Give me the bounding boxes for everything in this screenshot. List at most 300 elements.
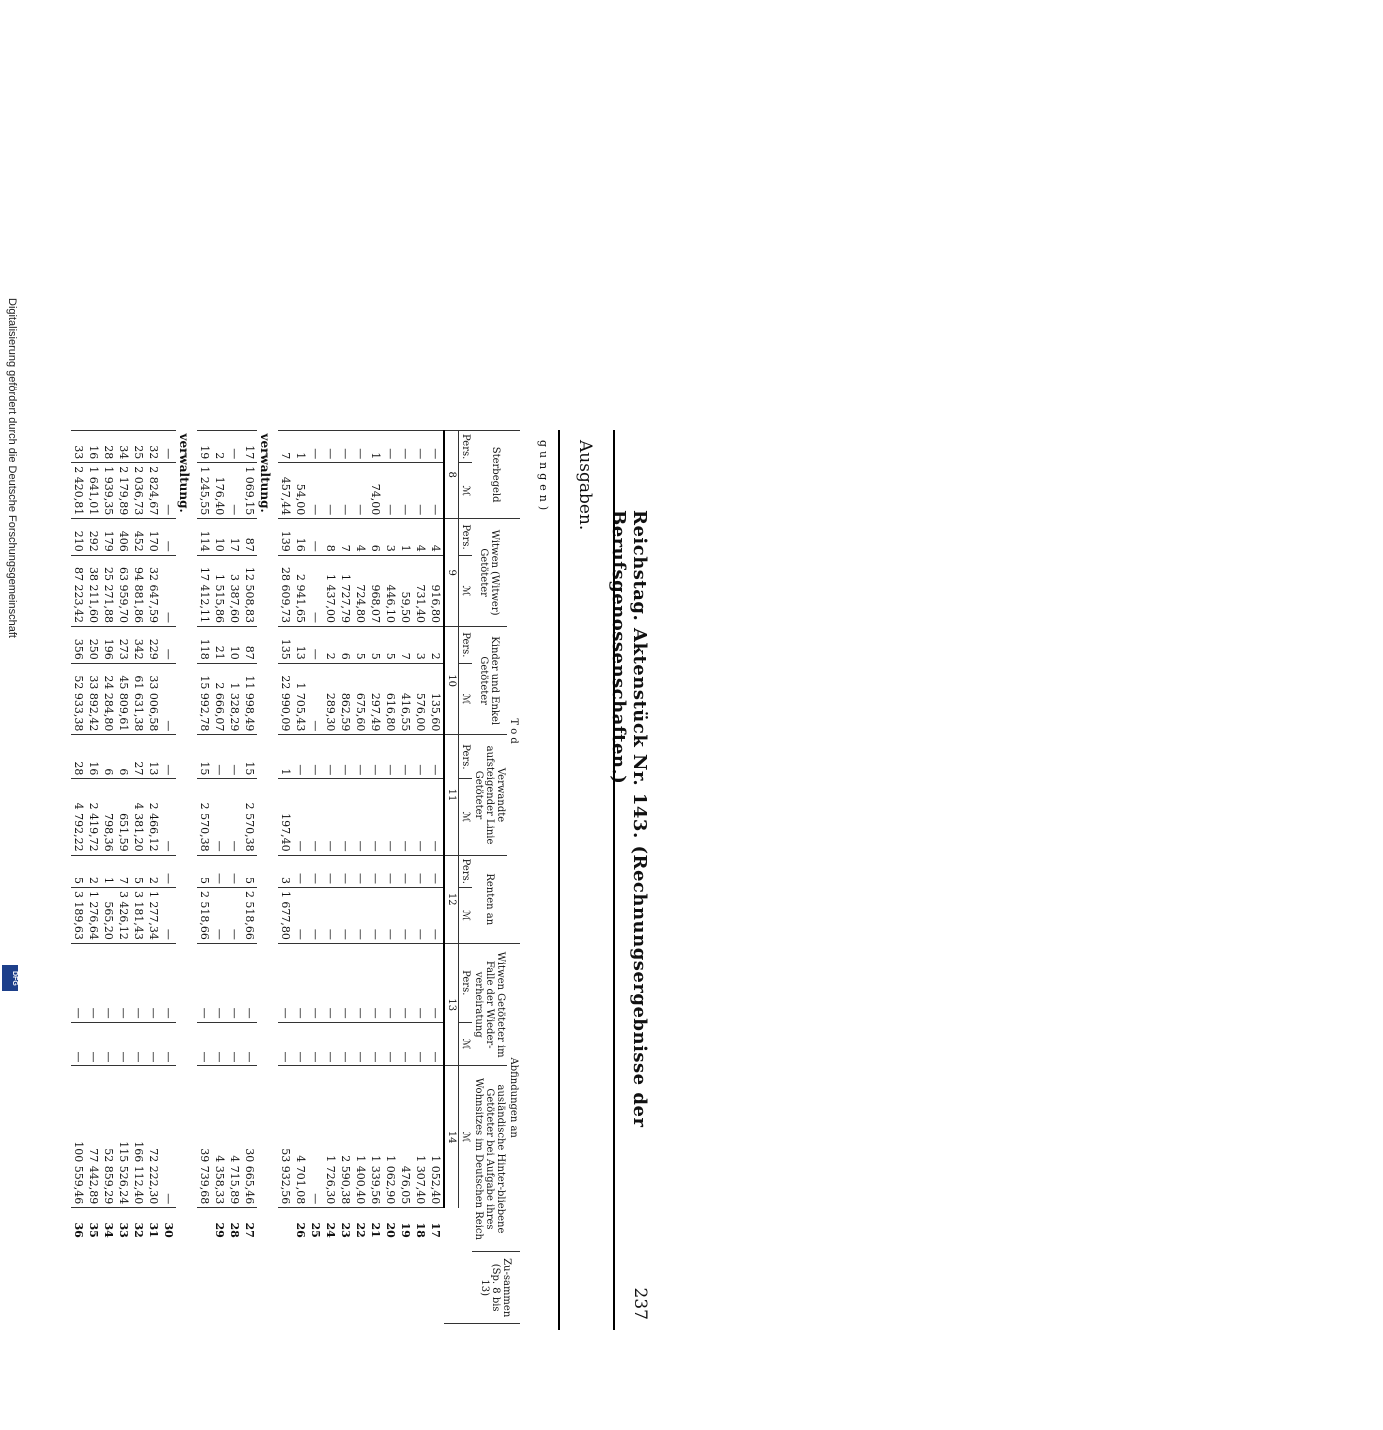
- cell-c9p: 17: [227, 519, 242, 556]
- row-number: 27: [242, 1208, 257, 1252]
- cell-c9m: —: [161, 555, 176, 626]
- cell-c13p: —: [116, 943, 131, 1022]
- cell-c11m: 4 381,20: [131, 779, 146, 855]
- cell-c13m: —: [212, 1022, 227, 1066]
- cell-c11p: 6: [101, 735, 116, 779]
- row-number: 31: [146, 1208, 161, 1252]
- unit-mark: ℳ: [459, 887, 473, 943]
- th-col8: Sterbegeld: [472, 431, 520, 519]
- cell-c13m: —: [308, 1022, 323, 1066]
- cell-c9p: 406: [116, 519, 131, 556]
- cell-c8m: —: [227, 463, 242, 519]
- cell-c10m: —: [161, 663, 176, 735]
- cell-c9m: 1 727,79: [338, 555, 353, 626]
- cell-c14: 4 358,33: [212, 1066, 227, 1208]
- row-number: 32: [131, 1208, 146, 1252]
- row-number: 22: [353, 1208, 368, 1252]
- cell-c11m: —: [323, 779, 338, 855]
- cell-c14: 100 559,46: [71, 1066, 86, 1208]
- cell-c10p: 273: [116, 626, 131, 663]
- cell-c9m: 968,07: [368, 555, 383, 626]
- unit-mark-total: ℳ: [459, 1066, 473, 1208]
- cell-c12p: 5: [71, 855, 86, 887]
- cell-c9m: 3 387,60: [227, 555, 242, 626]
- cell-c13m: —: [338, 1022, 353, 1066]
- th-renten: Renten an: [472, 855, 507, 943]
- cell-c13p: —: [308, 943, 323, 1022]
- table-row: [353, 431, 368, 1331]
- cell-c14: 1 726,30: [323, 1066, 338, 1208]
- cell-c9p: 114: [197, 519, 212, 556]
- cell-c8m: 2 179,89: [116, 463, 131, 519]
- cell-c10p: 135: [278, 626, 293, 663]
- cell-c9p: —: [308, 519, 323, 556]
- cell-c12m: —: [398, 887, 413, 943]
- table-row: [323, 431, 338, 1331]
- cell-c12p: —: [308, 855, 323, 887]
- row-number: 35: [86, 1208, 101, 1252]
- cell-c10p: 7: [398, 626, 413, 663]
- table-row: [116, 431, 131, 1331]
- cell-c8m: 1 069,15: [242, 463, 257, 519]
- cell-c11p: 13: [146, 735, 161, 779]
- cell-c11p: 6: [116, 735, 131, 779]
- cell-c10p: 13: [293, 626, 308, 663]
- cell-c14: 1 307,40: [413, 1066, 428, 1208]
- table-row: [212, 431, 227, 1331]
- row-number: 30: [161, 1208, 176, 1252]
- cell-c13p: —: [323, 943, 338, 1022]
- unit-mark: ℳ: [459, 1022, 473, 1066]
- cell-c9p: 87: [242, 519, 257, 556]
- cell-c9p: 8: [323, 519, 338, 556]
- cell-c10m: 24 284,80: [101, 663, 116, 735]
- cell-c12p: —: [293, 855, 308, 887]
- cell-c8m: 176,40: [212, 463, 227, 519]
- cell-c11m: —: [428, 779, 444, 855]
- cell-c8m: 2 824,67: [146, 463, 161, 519]
- row-number: 34: [101, 1208, 116, 1252]
- cell-c10m: 675,60: [353, 663, 368, 735]
- cell-c10m: 289,30: [323, 663, 338, 735]
- th-col11: Verwandte aufsteigender Linie Getöteter: [472, 735, 507, 855]
- cell-c12m: —: [323, 887, 338, 943]
- cell-c9m: 12 508,83: [242, 555, 257, 626]
- cell-c10p: 5: [353, 626, 368, 663]
- cell-c9m: 724,80: [353, 555, 368, 626]
- cell-c10p: 6: [338, 626, 353, 663]
- cell-c13p: —: [293, 943, 308, 1022]
- cell-c10p: 229: [146, 626, 161, 663]
- column-number: 10: [444, 626, 459, 734]
- page-number: 237: [630, 1287, 650, 1320]
- cell-c13p: —: [428, 943, 444, 1022]
- row-number: [278, 1208, 293, 1252]
- cell-c9p: 292: [86, 519, 101, 556]
- cell-c11m: 2 570,38: [197, 779, 212, 855]
- cell-c14: 1 062,90: [383, 1066, 398, 1208]
- table-row: [101, 431, 116, 1331]
- cell-c12p: —: [227, 855, 242, 887]
- cell-c11m: —: [161, 779, 176, 855]
- cell-c11m: 197,40: [278, 779, 293, 855]
- cell-c9m: 63 959,70: [116, 555, 131, 626]
- cell-c8m: —: [338, 463, 353, 519]
- cell-c9m: 25 271,88: [101, 555, 116, 626]
- subtitle: gungen): [537, 440, 550, 515]
- cell-c13p: —: [227, 943, 242, 1022]
- unit-pers: Pers.: [459, 519, 473, 556]
- cell-c14: 39 739,68: [197, 1066, 212, 1208]
- cell-c13p: —: [101, 943, 116, 1022]
- th-col10: Kinder und Enkel Getöteter: [472, 626, 507, 734]
- table-row: [146, 431, 161, 1331]
- cell-c10m: 576,00: [413, 663, 428, 735]
- cell-c8m: —: [428, 463, 444, 519]
- cell-c13p: —: [242, 943, 257, 1022]
- cell-c12m: —: [227, 887, 242, 943]
- cell-c11m: 2 419,72: [86, 779, 101, 855]
- cell-c12p: 7: [116, 855, 131, 887]
- cell-c12p: —: [413, 855, 428, 887]
- cell-c10p: 250: [86, 626, 101, 663]
- cell-c10p: 5: [383, 626, 398, 663]
- cell-c13m: —: [71, 1022, 86, 1066]
- cell-c11p: —: [308, 735, 323, 779]
- cell-c11p: —: [293, 735, 308, 779]
- header-number-row: [444, 431, 459, 1331]
- cell-c10p: 196: [101, 626, 116, 663]
- cell-c13p: —: [161, 943, 176, 1022]
- cell-c10p: 2: [428, 626, 444, 663]
- table-row: [227, 431, 242, 1331]
- cell-c8p: —: [227, 431, 242, 463]
- cell-c10m: 45 809,61: [116, 663, 131, 735]
- cell-c12p: —: [398, 855, 413, 887]
- cell-c8p: —: [323, 431, 338, 463]
- cell-c12p: —: [161, 855, 176, 887]
- cell-c14: 1 052,40: [428, 1066, 444, 1208]
- cell-c8p: —: [161, 431, 176, 463]
- cell-c10p: 356: [71, 626, 86, 663]
- cell-c9p: 170: [146, 519, 161, 556]
- cell-c11m: —: [368, 779, 383, 855]
- cell-c13p: —: [212, 943, 227, 1022]
- cell-c9m: 38 211,60: [86, 555, 101, 626]
- cell-c11m: —: [308, 779, 323, 855]
- table-row: [86, 431, 101, 1331]
- cell-c13p: —: [131, 943, 146, 1022]
- cell-c13m: —: [323, 1022, 338, 1066]
- cell-c8p: —: [383, 431, 398, 463]
- cell-c12p: 2: [86, 855, 101, 887]
- cell-c11m: —: [413, 779, 428, 855]
- cell-c11p: 15: [197, 735, 212, 779]
- cell-c11p: —: [323, 735, 338, 779]
- cell-c12p: 5: [197, 855, 212, 887]
- cell-c10m: 33 006,58: [146, 663, 161, 735]
- cell-c9p: 3: [383, 519, 398, 556]
- cell-c10p: —: [308, 626, 323, 663]
- section-heading: verwaltung.: [177, 433, 191, 513]
- column-number: 12: [444, 855, 459, 943]
- cell-c10p: —: [161, 626, 176, 663]
- cell-c14: 53 932,56: [278, 1066, 293, 1208]
- cell-c11p: 28: [71, 735, 86, 779]
- cell-c10m: 135,60: [428, 663, 444, 735]
- table-row: [278, 431, 293, 1331]
- cell-c9p: —: [161, 519, 176, 556]
- cell-c13m: —: [116, 1022, 131, 1066]
- th-abfindungen: Abfindungen an: [507, 943, 520, 1252]
- table-row: [161, 431, 176, 1331]
- cell-c12p: —: [368, 855, 383, 887]
- cell-c11p: 16: [86, 735, 101, 779]
- cell-c12m: —: [428, 887, 444, 943]
- cell-c8p: 17: [242, 431, 257, 463]
- cell-c11m: —: [338, 779, 353, 855]
- cell-c8p: 1: [293, 431, 308, 463]
- section-heading: verwaltung.: [258, 433, 272, 513]
- cell-c12p: —: [212, 855, 227, 887]
- cell-c13p: —: [413, 943, 428, 1022]
- cell-c14: 1 339,56: [368, 1066, 383, 1208]
- cell-c8m: 2 036,73: [131, 463, 146, 519]
- cell-c12m: 1 276,64: [86, 887, 101, 943]
- cell-c10p: 3: [413, 626, 428, 663]
- cell-c11p: 27: [131, 735, 146, 779]
- cell-c9p: 6: [368, 519, 383, 556]
- cell-c11m: 4 792,22: [71, 779, 86, 855]
- section-title: Ausgaben.: [575, 440, 595, 531]
- cell-c12p: 3: [278, 855, 293, 887]
- cell-c11m: 651,59: [116, 779, 131, 855]
- cell-c13p: —: [368, 943, 383, 1022]
- cell-c13p: —: [197, 943, 212, 1022]
- table-row: [242, 431, 257, 1331]
- cell-c9m: —: [308, 555, 323, 626]
- data-table: [71, 430, 520, 1330]
- cell-c8m: —: [383, 463, 398, 519]
- cell-c9m: 446,10: [383, 555, 398, 626]
- cell-c10m: 52 933,38: [71, 663, 86, 735]
- cell-c10p: 5: [368, 626, 383, 663]
- cell-c12p: —: [338, 855, 353, 887]
- cell-c9m: 2 941,65: [293, 555, 308, 626]
- cell-c11m: 2 466,12: [146, 779, 161, 855]
- cell-c12m: —: [212, 887, 227, 943]
- cell-c12m: 565,20: [101, 887, 116, 943]
- column-number: 9: [444, 519, 459, 627]
- column-number: 13: [444, 943, 459, 1066]
- cell-c9p: 139: [278, 519, 293, 556]
- cell-c8m: 2 420,81: [71, 463, 86, 519]
- table-row: [428, 431, 444, 1331]
- cell-c9p: 10: [212, 519, 227, 556]
- row-number: 28: [227, 1208, 242, 1252]
- unit-pers: Pers.: [459, 943, 473, 1022]
- th-rowno: [444, 1323, 520, 1330]
- unit-mark: ℳ: [459, 663, 473, 735]
- cell-c8p: —: [428, 431, 444, 463]
- cell-c8m: 54,00: [293, 463, 308, 519]
- cell-c11p: —: [353, 735, 368, 779]
- cell-c12m: 1 677,80: [278, 887, 293, 943]
- cell-c10m: 11 998,49: [242, 663, 257, 735]
- cell-c8p: 7: [278, 431, 293, 463]
- cell-c14: —: [161, 1066, 176, 1208]
- cell-c14: 72 222,30: [146, 1066, 161, 1208]
- table-row: [383, 431, 398, 1331]
- row-number: 18: [413, 1208, 428, 1252]
- cell-c8m: 74,00: [368, 463, 383, 519]
- cell-c14: 4 715,89: [227, 1066, 242, 1208]
- cell-c8m: —: [323, 463, 338, 519]
- cell-c12p: —: [323, 855, 338, 887]
- unit-mark: ℳ: [459, 555, 473, 626]
- cell-c12m: 1 277,34: [146, 887, 161, 943]
- cell-c8p: 16: [86, 431, 101, 463]
- cell-c13p: —: [383, 943, 398, 1022]
- cell-c10m: 416,55: [398, 663, 413, 735]
- table-row: [368, 431, 383, 1331]
- cell-c8m: 1 641,01: [86, 463, 101, 519]
- row-number: 29: [212, 1208, 227, 1252]
- cell-c13p: —: [353, 943, 368, 1022]
- table-row: [338, 431, 353, 1331]
- row-number: 33: [116, 1208, 131, 1252]
- cell-c8p: 34: [116, 431, 131, 463]
- unit-pers: Pers.: [459, 626, 473, 663]
- dfg-logo: DFG: [2, 965, 18, 991]
- cell-c9p: 4: [353, 519, 368, 556]
- section-heading-row: [257, 431, 278, 1331]
- rotated-page: [0, 330, 650, 1430]
- cell-c10p: 10: [227, 626, 242, 663]
- row-number: 23: [338, 1208, 353, 1252]
- cell-c12p: —: [428, 855, 444, 887]
- cell-c14: 476,05: [398, 1066, 413, 1208]
- cell-c11m: —: [212, 779, 227, 855]
- cell-c11p: —: [398, 735, 413, 779]
- cell-c12m: 3 181,43: [131, 887, 146, 943]
- cell-c12m: —: [368, 887, 383, 943]
- cell-c11p: —: [227, 735, 242, 779]
- cell-c11p: —: [338, 735, 353, 779]
- row-number: 19: [398, 1208, 413, 1252]
- cell-c12m: —: [353, 887, 368, 943]
- cell-c9p: 4: [428, 519, 444, 556]
- cell-c9m: 1 437,00: [323, 555, 338, 626]
- column-number: 11: [444, 735, 459, 855]
- cell-c8m: —: [413, 463, 428, 519]
- cell-c12m: 3 189,63: [71, 887, 86, 943]
- funding-note: Digitalisierung gefördert durch die Deutsche Forschungsgemeinschaft: [6, 298, 18, 638]
- cell-c12m: —: [161, 887, 176, 943]
- cell-c10p: 342: [131, 626, 146, 663]
- table-row: [71, 431, 86, 1331]
- table-row: [131, 431, 146, 1331]
- row-number: 24: [323, 1208, 338, 1252]
- row-number: 36: [71, 1208, 86, 1252]
- cell-c10m: 1 705,43: [293, 663, 308, 735]
- table-body: [71, 431, 444, 1331]
- cell-c9m: 1 515,86: [212, 555, 227, 626]
- cell-c9m: 731,40: [413, 555, 428, 626]
- cell-c9m: 59,50: [398, 555, 413, 626]
- cell-c13p: —: [71, 943, 86, 1022]
- cell-c9m: 32 647,59: [146, 555, 161, 626]
- cell-c10m: 33 892,42: [86, 663, 101, 735]
- table-row: [293, 431, 308, 1331]
- cell-c8p: 2: [212, 431, 227, 463]
- header-units-row: [459, 431, 473, 1331]
- cell-c13p: —: [398, 943, 413, 1022]
- cell-c14: 115 526,24: [116, 1066, 131, 1208]
- cell-c14: —: [308, 1066, 323, 1208]
- cell-c14: 77 442,89: [86, 1066, 101, 1208]
- cell-c13m: —: [383, 1022, 398, 1066]
- th-tod: T o d: [507, 519, 520, 944]
- cell-c13m: —: [278, 1022, 293, 1066]
- cell-c10m: —: [308, 663, 323, 735]
- cell-c11m: —: [353, 779, 368, 855]
- header-row-renten: [472, 431, 507, 1331]
- cell-c8p: 33: [71, 431, 86, 463]
- cell-c12m: 2 518,66: [242, 887, 257, 943]
- header-row-group: [507, 431, 520, 1331]
- cell-c8p: 19: [197, 431, 212, 463]
- cell-c11p: 15: [242, 735, 257, 779]
- cell-c11m: —: [227, 779, 242, 855]
- cell-c13m: —: [428, 1022, 444, 1066]
- cell-c12m: —: [383, 887, 398, 943]
- table-row: [398, 431, 413, 1331]
- cell-c9m: 17 412,11: [197, 555, 212, 626]
- cell-c12m: 3 426,12: [116, 887, 131, 943]
- table-row: [308, 431, 323, 1331]
- cell-c12p: —: [353, 855, 368, 887]
- cell-c8m: 1 245,55: [197, 463, 212, 519]
- th-col13: ausländische Hinter-bliebene Getöteter bei Aufgabe ihres Wohnsitzes im Deutschen Reich: [472, 1066, 507, 1252]
- cell-c10p: 2: [323, 626, 338, 663]
- cell-c9p: 210: [71, 519, 86, 556]
- cell-c11p: —: [368, 735, 383, 779]
- cell-c8p: —: [353, 431, 368, 463]
- cell-c13p: —: [338, 943, 353, 1022]
- unit-pers: Pers.: [459, 735, 473, 779]
- cell-c10m: 22 990,09: [278, 663, 293, 735]
- cell-c9m: 87 223,42: [71, 555, 86, 626]
- cell-c9p: 179: [101, 519, 116, 556]
- cell-c13m: —: [398, 1022, 413, 1066]
- table-row: [413, 431, 428, 1331]
- cell-c13m: —: [242, 1022, 257, 1066]
- cell-c11p: 1: [278, 735, 293, 779]
- cell-c12p: 5: [242, 855, 257, 887]
- cell-c8p: 28: [101, 431, 116, 463]
- header-rule: [613, 430, 615, 1330]
- cell-c8p: —: [413, 431, 428, 463]
- cell-c13p: —: [86, 943, 101, 1022]
- cell-c13m: —: [101, 1022, 116, 1066]
- cell-c12m: —: [293, 887, 308, 943]
- cell-c10m: 862,59: [338, 663, 353, 735]
- page-content: [0, 430, 670, 1330]
- cell-c11p: —: [212, 735, 227, 779]
- column-number: 8: [444, 431, 459, 519]
- row-number: 26: [293, 1208, 308, 1252]
